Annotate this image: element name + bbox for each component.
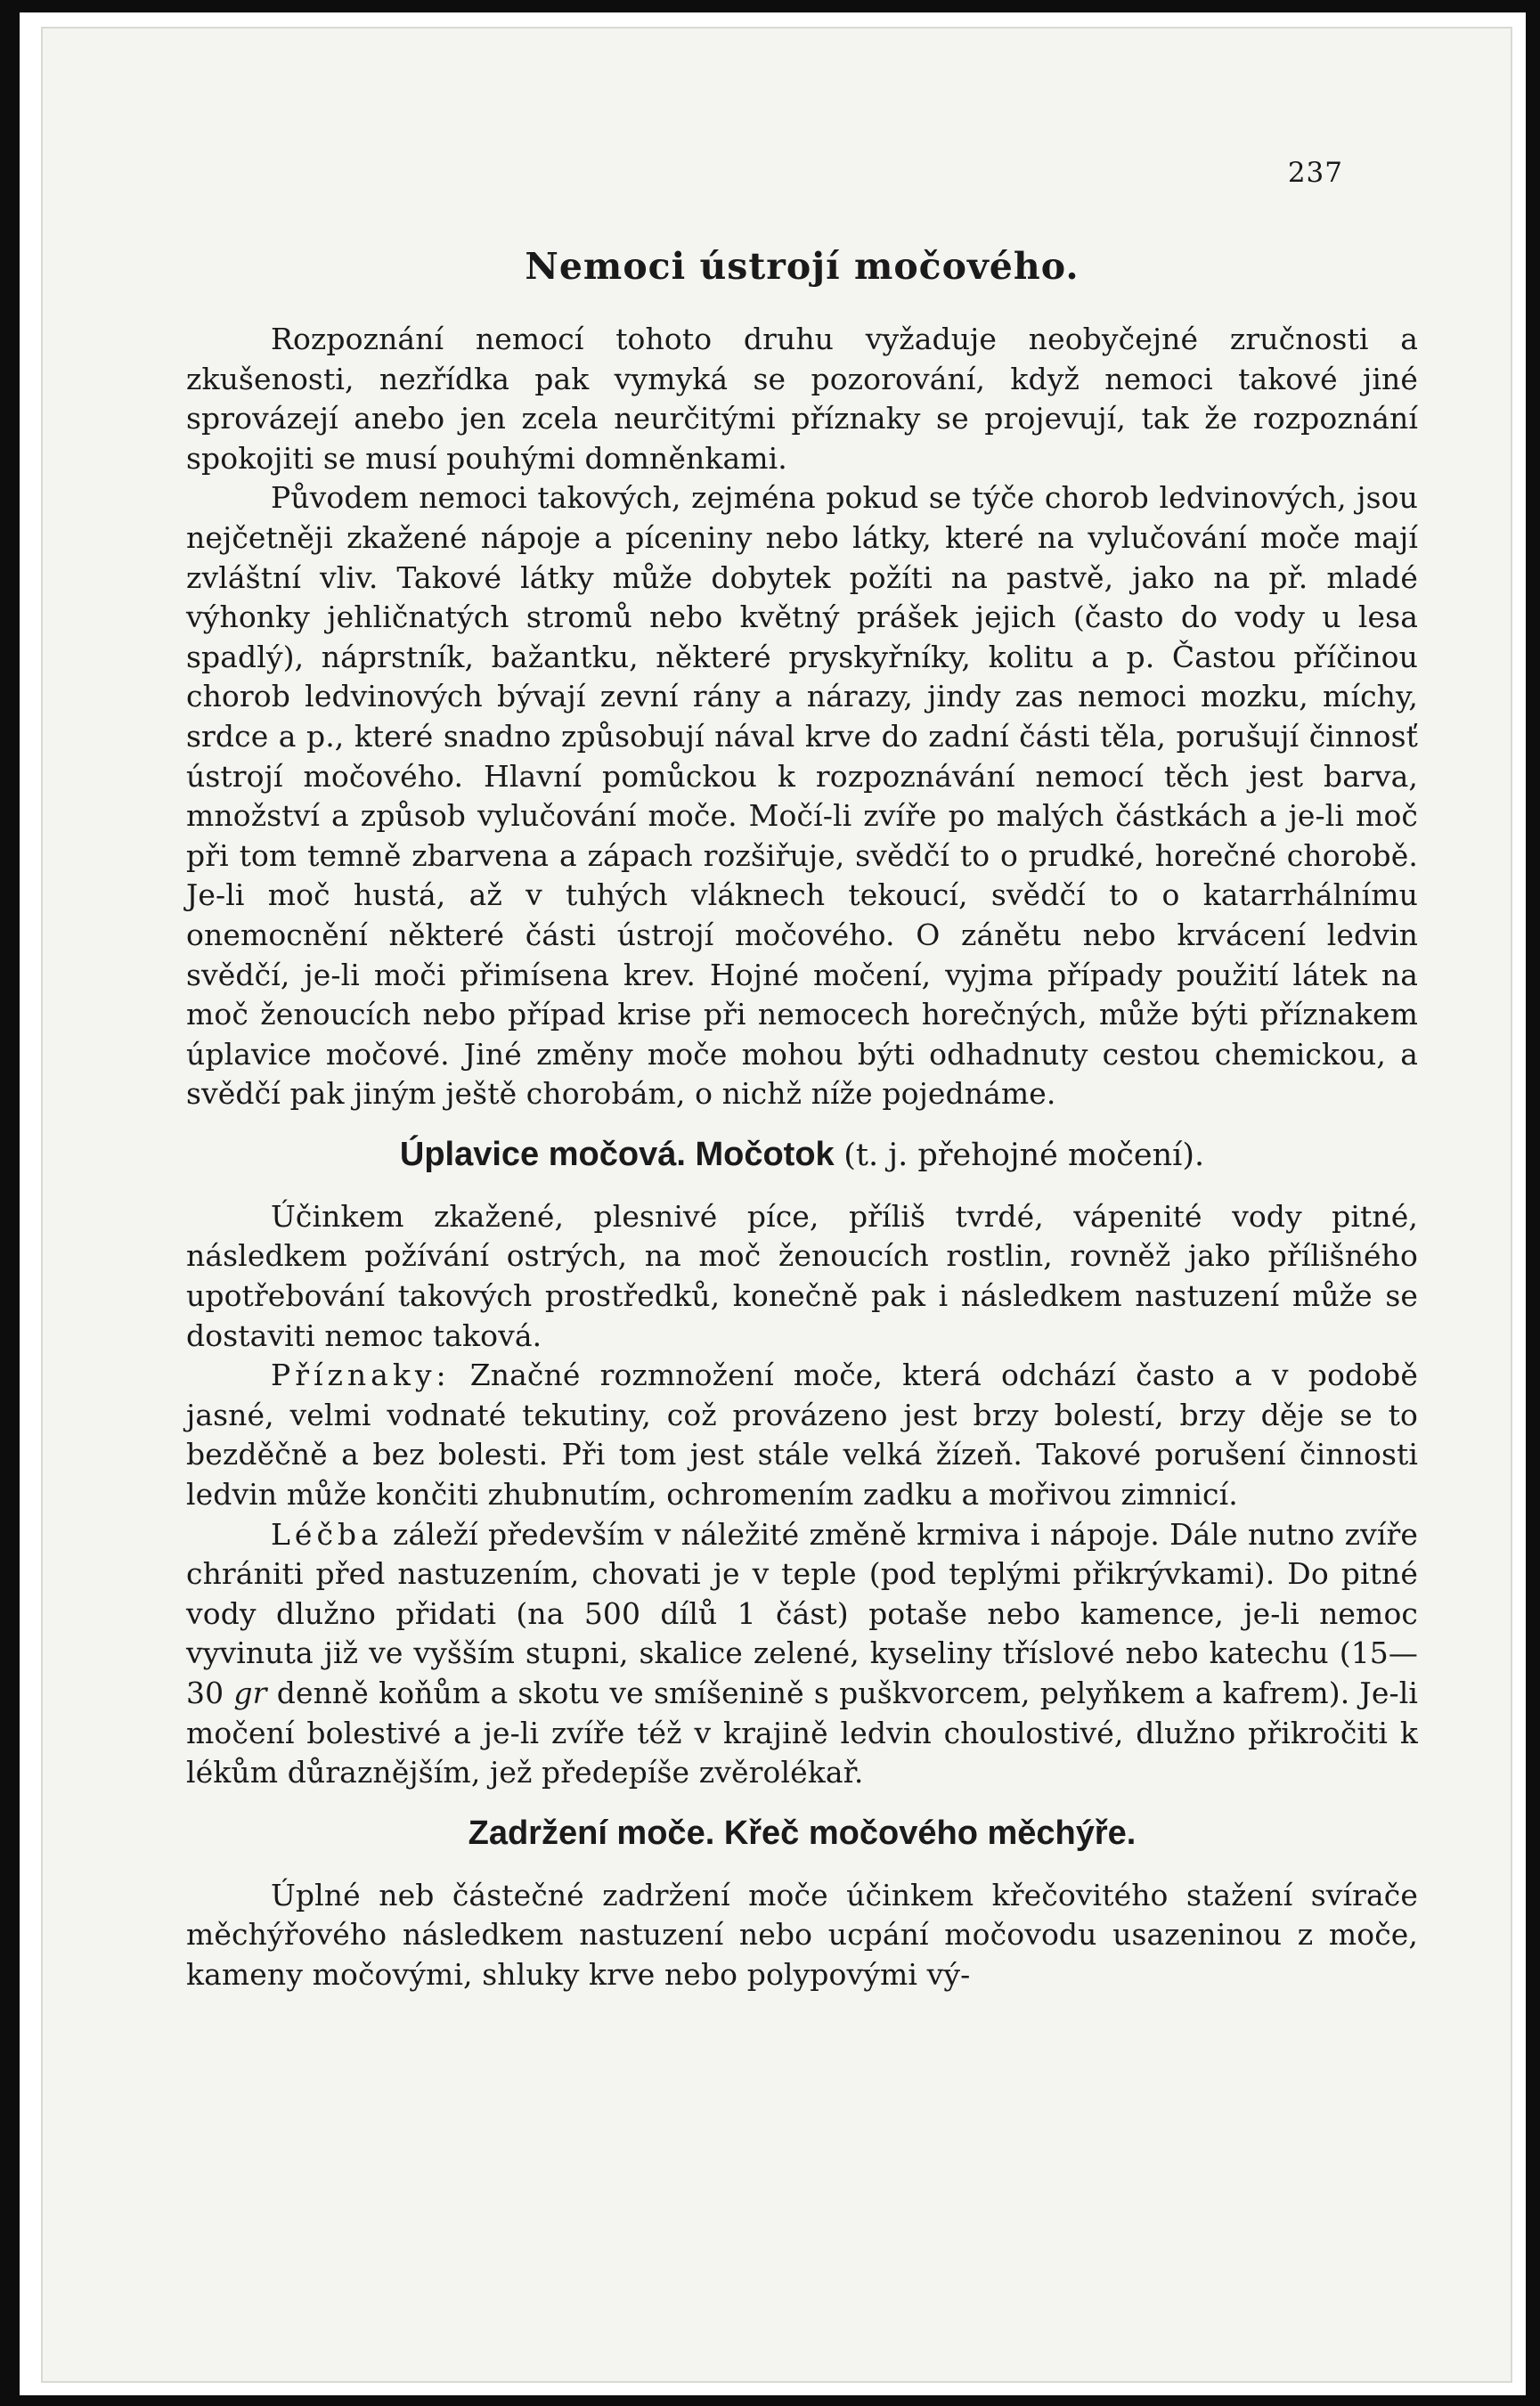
intro-paragraph-2: Původem nemoci takových, zejména pokud se týče chorob ledvinových, jsou nejčetněji zkažené nápoje a píceniny nebo látky, které na vylučování moče mají zvláštní vliv. Takové látky může dobytek požíti na pastvě, jako na př. mladé výhonky jehličnatých stromů nebo květný prášek jejich (často do vody u lesa spadlý), náprstník, bažantku, některé pryskyřníky, kolitu a p. Častou příčinou chorob ledvinových bývají zevní rány a nárazy, jindy zas nemoci mozku, míchy, srdce a p., které snadno způsobují nával krve do zadní části těla, porušují činnosť ústrojí močového. Hlavní pomůckou k rozpoznávání nemocí těch jest barva, množství a způsob vylučování moče. Močí-li zvíře po malých částkách a je-li moč při tom temně zbarvena a zápach rozšiřuje, svědčí to o prudké, horečné chorobě. Je-li moč hustá, až v tuhých vláknech tekoucí, svědčí to o katarrhálnímu onemocnění některé části ústrojí močového. O zánětu nebo krvácení ledvin svědčí, je-li moči přimísena krev. Hojné močení, vyjma případy použití látek na moč ženoucích nebo případ krise při nemocech horečných, může býti příznakem úplavice močové. Jiné změny moče mohou býti odhadnuty cestou chemickou, a svědčí pak jiným ještě chorobám, o nichž níže pojednáme. [186, 480, 1418, 1112]
section1-paragraph-treatment [186, 1515, 1418, 1793]
section2-paragraph-1: Úplné neb částečné zadržení moče účinkem křečovitého stažení svírače měchýřového následkem nastuzení nebo ucpání močovodu usazeninou z moče, kameny močovými, shluky krve nebo polypovými vý- [186, 1877, 1418, 1992]
page-number: 237 [1287, 157, 1343, 189]
section-heading-note: (t. j. přehojné močení). [843, 1137, 1205, 1173]
intro-paragraph-1: Rozpoznání nemocí tohoto druhu vyžaduje neobyčejné zručnosti a zkušenosti, nezřídka pak vymyká se pozorování, když nemoci takové jiné sprovázejí anebo jen zcela neurčitými příznaky se projevují, tak že rozpoznání spokojiti se musí pouhými domněnkami. [186, 322, 1418, 476]
treatment-text-a: záleží především v náležité změně krmiva i nápoje. Dále nutno zvíře chrániti před nastuzením, chovati je v teple (pod teplými přikrývkami). Do pitné vody dlužno přidati (na 500 dílů 1 část) potaše nebo kamence, je-li nemoc vyvinuta již ve vyšším stupni, skalice zelené, kyseliny tříslové nebo katechu (15—30 [186, 1516, 1419, 1710]
section1-paragraph-causes: Účinkem zkažené, plesnivé píce, příliš tvrdé, vápenité vody pitné, následkem požívání ostrých, na moč ženoucích rostlin, rovněž jako přílišného upotřebování takových prostředků, konečně pak i následkem nastuzení může se dostaviti nemoc taková. [186, 1198, 1418, 1353]
symptoms-text: Značné rozmnožení moče, která odchází často a v podobě jasné, velmi vodnaté tekutiny, což provázeno jest brzy bolestí, brzy děje se to bezděčně a bez bolesti. Při tom jest stále velká žízeň. Takové porušení činnosti ledvin může končiti zhubnutím, ochromením zadku a mořivou zimnicí. [186, 1358, 1418, 1513]
treatment-label: Léčba [271, 1516, 383, 1552]
book-page [41, 27, 1512, 2383]
section-heading-bold: Úplavice močová. Močotok [399, 1135, 835, 1173]
section-heading-urinary-retention: Zadržení moče. Křeč močového měchýře. [468, 1814, 1137, 1852]
treatment-unit: gr [233, 1676, 267, 1710]
text-column [186, 245, 1418, 1995]
section-heading-diabetes-insipidus [186, 1136, 1418, 1174]
symptoms-label: Příznaky: [271, 1358, 451, 1393]
section1-paragraph-symptoms [186, 1356, 1418, 1514]
treatment-text-b: denně koňům a skotu ve smíšenině s puškvorcem, pelyňkem a kafrem). Je-li močení bolestivé a je-li zvíře též v krajině ledvin choulostivé, dlužno přikročiti k lékům důraznějším, jež předepíše zvěrolékař. [186, 1676, 1419, 1790]
chapter-title: Nemoci ústrojí močového. [525, 245, 1080, 288]
